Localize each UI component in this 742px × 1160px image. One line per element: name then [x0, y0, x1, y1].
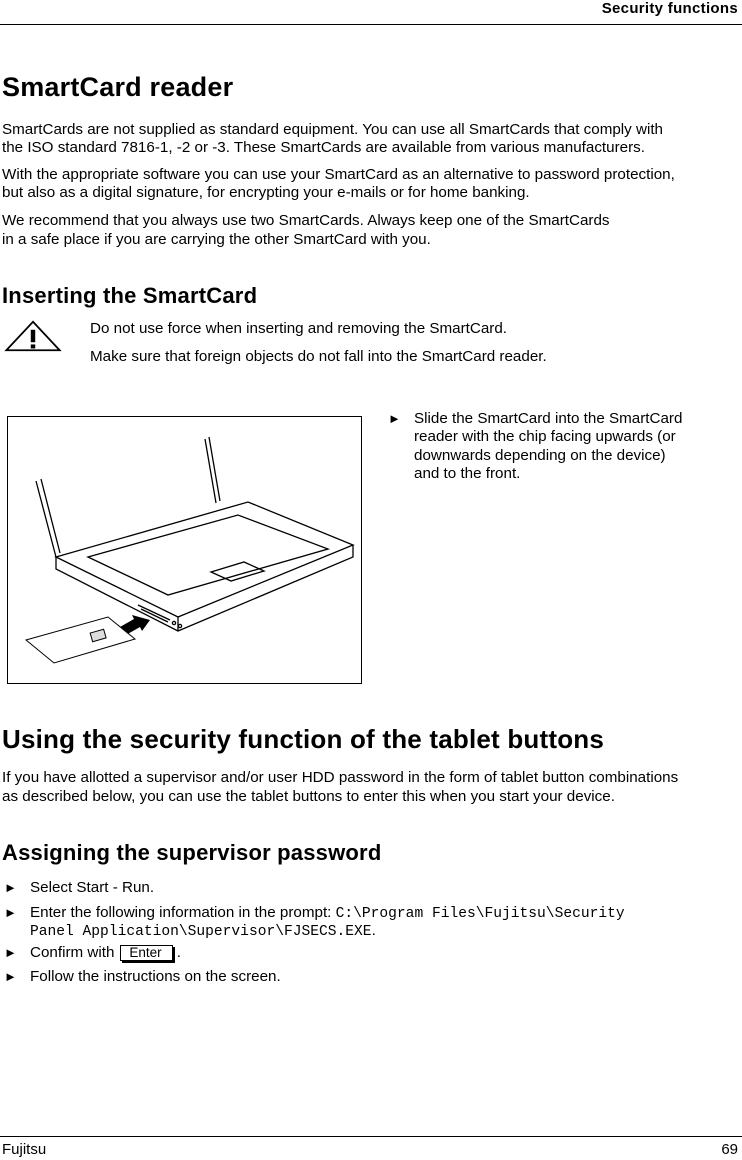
- page-number: 69: [721, 1141, 738, 1158]
- laptop-smartcard-illustration: [8, 417, 361, 683]
- step-text: Enter the following information in the prompt:: [30, 904, 332, 921]
- paragraph-line: SmartCards are not supplied as standard equipment. You can use all SmartCards that comply with: [2, 121, 664, 138]
- enter-key-label: Enter: [120, 945, 172, 961]
- illustration-frame: [7, 416, 362, 684]
- step-item: [4, 944, 181, 962]
- paragraph-line: the ISO standard 7816-1, -2 or -3. These SmartCards are available from various manufacturers.: [2, 139, 645, 156]
- code-path: Panel Application\Supervisor\FJSECS.EXE: [30, 924, 372, 940]
- paragraph-line: as described below, you can use the tablet buttons to enter this when you start your device.: [2, 788, 615, 805]
- bullet-arrow-icon: ►: [4, 880, 17, 895]
- step-text-line: and to the front.: [414, 465, 521, 482]
- paragraph-line: We recommend that you always use two SmartCards. Always keep one of the SmartCards: [2, 212, 610, 229]
- section-title-tablet: Using the security function of the tablet buttons: [2, 724, 605, 754]
- code-path-continuation: [30, 922, 376, 941]
- step-item: [4, 968, 281, 986]
- bullet-arrow-icon: ►: [4, 945, 17, 960]
- step-item: [388, 410, 682, 428]
- step-text-line: reader with the chip facing upwards (or: [414, 428, 676, 445]
- warning-text: Do not use force when inserting and removing the SmartCard.: [90, 320, 508, 337]
- bullet-arrow-icon: ►: [388, 411, 401, 426]
- header-rule: [0, 24, 742, 25]
- bullet-arrow-icon: ►: [4, 905, 17, 920]
- paragraph-line: in a safe place if you are carrying the other SmartCard with you.: [2, 231, 431, 248]
- punctuation: .: [371, 922, 376, 939]
- step-item: [4, 879, 154, 897]
- running-header: Security functions: [601, 0, 738, 17]
- punctuation: .: [176, 944, 181, 961]
- step-text: Slide the SmartCard into the SmartCard: [414, 410, 683, 427]
- step-item: [4, 904, 625, 923]
- code-path: C:\Program Files\Fujitsu\Security: [335, 906, 625, 922]
- step-text: Follow the instructions on the screen.: [30, 968, 281, 985]
- step-text-line: downwards depending on the device): [414, 447, 666, 464]
- footer-brand: Fujitsu: [2, 1141, 47, 1158]
- paragraph-line: With the appropriate software you can use your SmartCard as an alternative to password protection,: [2, 166, 675, 183]
- section-title-inserting: Inserting the SmartCard: [2, 283, 258, 308]
- bullet-arrow-icon: ►: [4, 969, 17, 984]
- step-text: Confirm with: [30, 944, 115, 961]
- step-text: Select Start - Run.: [30, 879, 155, 896]
- section-title-smartcard: SmartCard reader: [2, 72, 234, 102]
- section-title-assigning: Assigning the supervisor password: [2, 840, 382, 865]
- paragraph-line: but also as a digital signature, for encrypting your e-mails or for home banking.: [2, 184, 530, 201]
- footer-rule: [0, 1136, 742, 1137]
- warning-icon: [2, 320, 64, 352]
- paragraph-line: If you have allotted a supervisor and/or user HDD password in the form of tablet button combinations: [2, 769, 679, 786]
- warning-text: Make sure that foreign objects do not fall into the SmartCard reader.: [90, 348, 547, 365]
